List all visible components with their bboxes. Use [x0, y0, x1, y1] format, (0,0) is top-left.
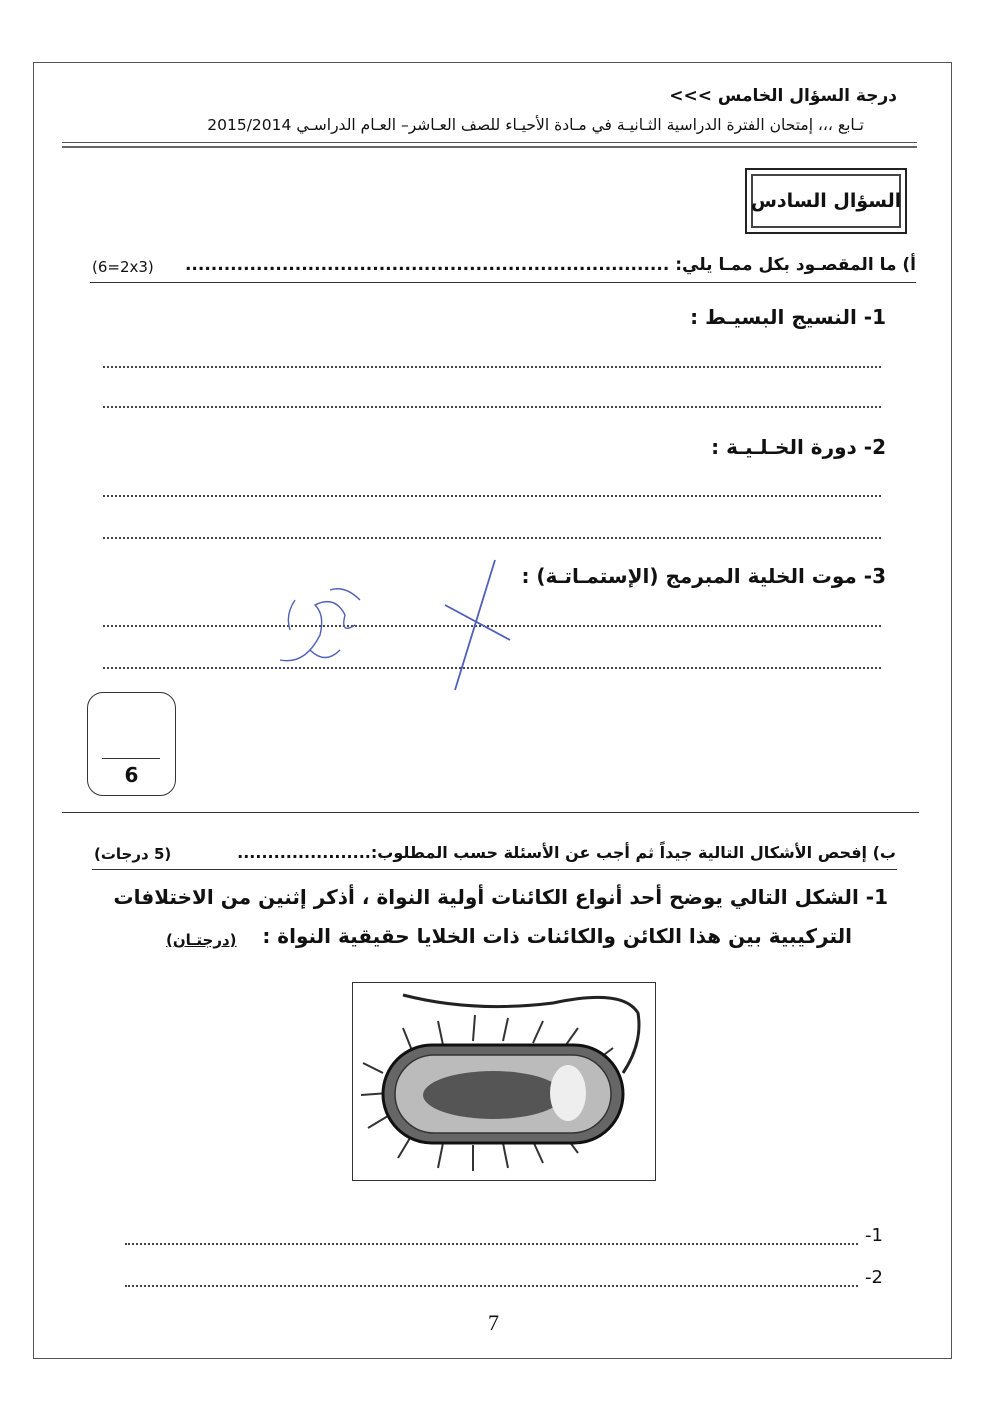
question-title-box [745, 168, 907, 234]
part-b-underline [92, 869, 897, 870]
answer-line[interactable] [103, 366, 881, 368]
q1-text-line2: التركيبية بين هذا الكائن والكائنات ذات الخلايا حقيقية النواة : [262, 924, 852, 948]
answer-1-number: -1 [865, 1225, 883, 1246]
bacterium-figure [352, 982, 656, 1181]
answer-1-line[interactable] [125, 1243, 858, 1245]
grade-label: درجة السؤال الخامس >>> [669, 86, 897, 106]
part-a-marks: (6=2x3) [92, 258, 154, 276]
score-box [87, 692, 176, 796]
item-1-label: 1- النسيج البسيـط : [690, 305, 886, 329]
header-divider-thick [62, 146, 917, 148]
page-number: 7 [488, 1310, 499, 1335]
item-3-label: 3- موت الخلية المبرمج (الإستمـاتـة) : [521, 564, 886, 588]
exam-subtitle: تـابع ،،، إمتحان الفترة الدراسية الثـانيـة في مـادة الأحيـاء للصف العـاشر– العـام الدراسـي 2015/2014 [207, 116, 864, 134]
q1-marks: (درجتـان) [166, 931, 237, 949]
bacterium-illustration [353, 983, 655, 1180]
answer-2-line[interactable] [125, 1285, 858, 1287]
header-divider [62, 142, 917, 143]
part-a-underline [90, 282, 916, 283]
q1-text-line1: 1- الشكل التالي يوضح أحد أنواع الكائنات أولية النواة ، أذكر إثنين من الاختلافات [113, 885, 888, 909]
score-line [102, 758, 160, 759]
part-b-marks: (5 درجات) [94, 845, 172, 863]
answer-line[interactable] [103, 537, 881, 539]
answer-line[interactable] [103, 406, 881, 408]
handwritten-grader-marks [265, 555, 525, 695]
section-divider [62, 812, 919, 813]
part-b-prompt: ب) إفحص الأشكال التالية جيداً ثم أجب عن الأسئلة حسب المطلوب:...................... [237, 843, 896, 862]
item-2-label: 2- دورة الخـلـيـة : [711, 435, 886, 459]
part-a-prompt: أ) ما المقصـود بكل ممـا يلي: ........................................................................... [184, 255, 916, 275]
answer-2-number: -2 [865, 1267, 883, 1288]
answer-line[interactable] [103, 495, 881, 497]
question-title: السؤال السادس [750, 190, 902, 212]
score-total: 6 [124, 763, 139, 787]
